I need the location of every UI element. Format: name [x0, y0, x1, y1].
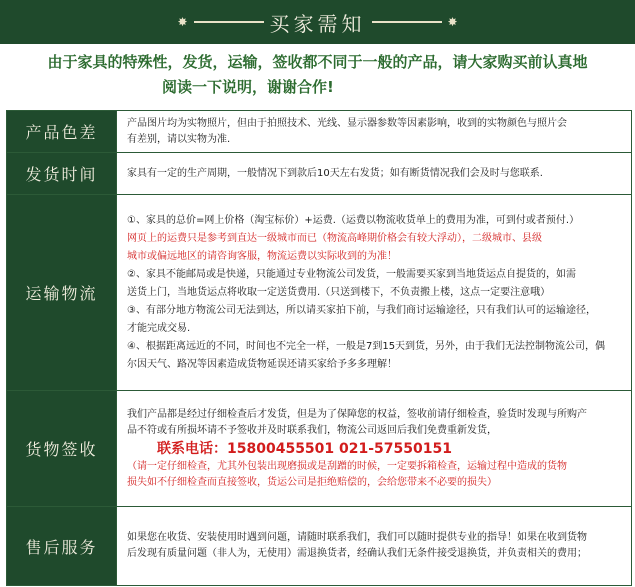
list-item: 网页上的运费只是参考到直达一级城市而已（物流高峰期价格会有较大浮动），二级城市、县级 [127, 232, 542, 244]
contact-phone: 联系电话：15800455501 021-57550151 [157, 440, 452, 457]
page-title: 买家需知 [269, 11, 366, 36]
text-line: 我们产品都是经过仔细检查后才发货，但是为了保障您的权益，签收前请仔细检查，验货时发现与所购产 [127, 408, 587, 420]
row-label: 产品色差 [7, 111, 117, 152]
list-item: 才能完成交易. [127, 322, 191, 334]
right-flourish-icon: ✸ [447, 15, 458, 29]
list-item: 城市或偏远地区的请咨询客服，物流运费以实际收到的为准！ [127, 250, 397, 262]
row-content [117, 111, 631, 152]
warning-line: （请一定仔细检查，尤其外包装出现磨损或是刮蹭的时候，一定要拆箱检查，运输过程中造成的货物 [127, 460, 567, 472]
left-flourish-icon: ✸ [177, 15, 188, 29]
row-after-sales [7, 507, 631, 585]
right-divider [372, 21, 442, 23]
notice-table [6, 110, 632, 586]
notice-header [0, 0, 635, 44]
text-line: 产品图片均为实物照片，但由于拍照技术、光线、显示器参数等因素影响，收到的实物颜色与照片会 [127, 117, 567, 129]
list-item: 尔因天气、路况等因素造成货物延误还请买家给予多多理解！ [127, 358, 397, 370]
row-content [117, 195, 631, 390]
left-divider [194, 21, 264, 23]
row-content [117, 391, 631, 506]
row-shipping-time [7, 153, 631, 195]
intro-notice [0, 44, 635, 108]
row-logistics [7, 195, 631, 391]
row-label: 运输物流 [7, 195, 117, 390]
row-label: 货物签收 [7, 391, 117, 506]
text-line: 家具有一定的生产周期，一般情况下到款后10天左右发货；如有断货情况我们会及时与您联系. [127, 167, 543, 179]
text-line: 品不符或有所损坏请不予签收并及时联系我们，物流公司返回后我们免费重新发货， [127, 424, 497, 436]
row-color-difference [7, 111, 631, 153]
text-line: 如果您在收货、安装使用时遇到问题，请随时联系我们，我们可以随时提供专业的指导！如果在收到货物 [127, 532, 587, 543]
row-label: 售后服务 [7, 507, 117, 585]
text-line: 后发现有质量问题（非人为，无使用）需退换货者，经确认我们无条件接受退换货，并负责相关的费用； [127, 548, 587, 559]
list-item: ①、家具的总价=网上价格（淘宝标价）+运费.（运费以物流收货单上的费用为准，可到付或者预付.） [127, 214, 580, 226]
list-item: 送货上门，当地货运点将收取一定送货费用.（只送到楼下，不负责搬上楼，这点一定要注意哦） [127, 286, 551, 298]
warning-line: 损失如不仔细检查而直接签收，货运公司是拒绝赔偿的，会给您带来不必要的损失） [127, 476, 497, 488]
row-delivery-signoff [7, 391, 631, 507]
list-item: ③、有部分地方物流公司无法到达，所以请买家拍下前，与我们商讨运输途径，只有我们认可的运输途径， [127, 304, 596, 316]
row-content [117, 153, 631, 194]
intro-line-2: 阅读一下说明，谢谢合作! [162, 78, 334, 96]
list-item: ②、家具不能邮局或是快递，只能通过专业物流公司发货，一般需要买家到当地货运点自提货的，如需 [127, 268, 576, 280]
list-item: ④、根据距离远近的不同，时间也不完全一样，一般是7到15天到货，另外，由于我们无法控制物流公司，偶 [127, 340, 606, 352]
row-label: 发货时间 [7, 153, 117, 194]
text-line: 有差别，请以实物为准. [127, 133, 231, 145]
row-content [117, 507, 631, 585]
intro-line-1: 由于家具的特殊性，发货，运输，签收都不同于一般的产品，请大家购买前认真地 [47, 53, 588, 71]
